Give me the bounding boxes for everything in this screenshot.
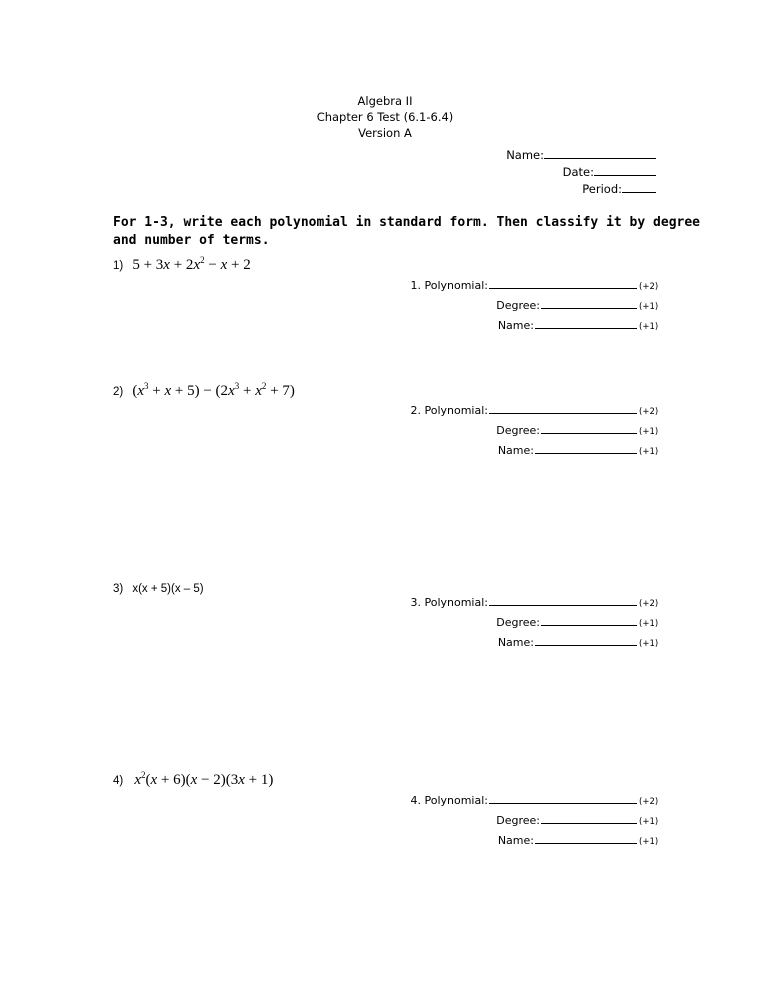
points: (+2) — [639, 797, 659, 807]
question-expression: $(x^3 + x + 5) - (2x^3 + x^2 + 7)$ — [132, 381, 295, 399]
polynomial-blank[interactable] — [489, 401, 637, 414]
polynomial-label: 4. Polynomial: — [410, 794, 488, 807]
polynomial-label: 1. Polynomial: — [410, 279, 488, 292]
polynomial-row — [410, 401, 659, 421]
polynomial-blank[interactable] — [489, 276, 637, 289]
points: (+1) — [639, 639, 659, 649]
name-blank[interactable] — [535, 633, 637, 646]
question-1 — [113, 254, 251, 274]
polynomial-label: 3. Polynomial: — [410, 596, 488, 609]
name-label: Name: — [497, 834, 534, 847]
points: (+2) — [639, 282, 659, 292]
degree-blank[interactable] — [541, 296, 637, 309]
degree-blank[interactable] — [541, 811, 637, 824]
name-blank[interactable] — [535, 831, 637, 844]
degree-label: Degree: — [496, 616, 540, 629]
answer-block-3 — [410, 593, 659, 653]
name-row — [410, 316, 659, 336]
period-line — [506, 180, 656, 197]
name-label: Name: — [497, 636, 534, 649]
test-title: Chapter 6 Test (6.1-6.4) — [316, 110, 454, 124]
instructions-line-2: and number of terms. — [113, 233, 270, 248]
instructions — [113, 214, 700, 250]
degree-label: Degree: — [496, 814, 540, 827]
student-info — [506, 146, 656, 197]
points: (+1) — [639, 837, 659, 847]
period-label: Period: — [582, 182, 622, 196]
question-2 — [113, 380, 295, 400]
instructions-line-1: For 1-3, write each polynomial in standard form. Then classify it by degree — [113, 215, 700, 230]
answer-block-1 — [410, 276, 659, 336]
name-blank[interactable] — [535, 441, 637, 454]
name-row — [410, 831, 659, 851]
name-label: Name: — [497, 444, 534, 457]
points: (+2) — [639, 599, 659, 609]
polynomial-row — [410, 791, 659, 811]
degree-row — [410, 421, 659, 441]
question-expression: x(x + 5)(x – 5) — [132, 583, 204, 595]
points: (+1) — [639, 302, 659, 312]
points: (+1) — [639, 619, 659, 629]
name-row — [410, 441, 659, 461]
version-label: Version A — [358, 126, 412, 140]
name-line — [506, 146, 656, 163]
question-expression: $x^2(x + 6)(x - 2)(3x + 1)$ — [134, 770, 274, 788]
date-blank[interactable] — [594, 163, 656, 176]
question-number: 3) — [113, 583, 124, 595]
date-line — [506, 163, 656, 180]
degree-label: Degree: — [496, 424, 540, 437]
polynomial-row — [410, 276, 659, 296]
name-blank[interactable] — [544, 146, 656, 159]
name-blank[interactable] — [535, 316, 637, 329]
points: (+1) — [639, 322, 659, 332]
degree-row — [410, 811, 659, 831]
points: (+1) — [639, 447, 659, 457]
course-title: Algebra II — [357, 94, 413, 108]
polynomial-blank[interactable] — [489, 791, 637, 804]
polynomial-label: 2. Polynomial: — [410, 404, 488, 417]
question-number: 4) — [113, 775, 124, 787]
degree-blank[interactable] — [541, 613, 637, 626]
question-4 — [113, 769, 273, 789]
polynomial-blank[interactable] — [489, 593, 637, 606]
name-label: Name: — [506, 148, 544, 162]
degree-label: Degree: — [496, 299, 540, 312]
question-expression: $5 + 3x + 2x^2 - x + 2$ — [132, 255, 251, 273]
degree-row — [410, 296, 659, 316]
date-label: Date: — [562, 165, 594, 179]
points: (+1) — [639, 427, 659, 437]
points: (+2) — [639, 407, 659, 417]
answer-block-2 — [410, 401, 659, 461]
answer-block-4 — [410, 791, 659, 851]
question-number: 2) — [113, 386, 124, 398]
question-3 — [113, 577, 204, 596]
name-label: Name: — [497, 319, 534, 332]
points: (+1) — [639, 817, 659, 827]
page-header — [300, 93, 470, 141]
period-blank[interactable] — [622, 180, 656, 193]
question-number: 1) — [113, 260, 124, 272]
degree-blank[interactable] — [541, 421, 637, 434]
name-row — [410, 633, 659, 653]
degree-row — [410, 613, 659, 633]
polynomial-row — [410, 593, 659, 613]
